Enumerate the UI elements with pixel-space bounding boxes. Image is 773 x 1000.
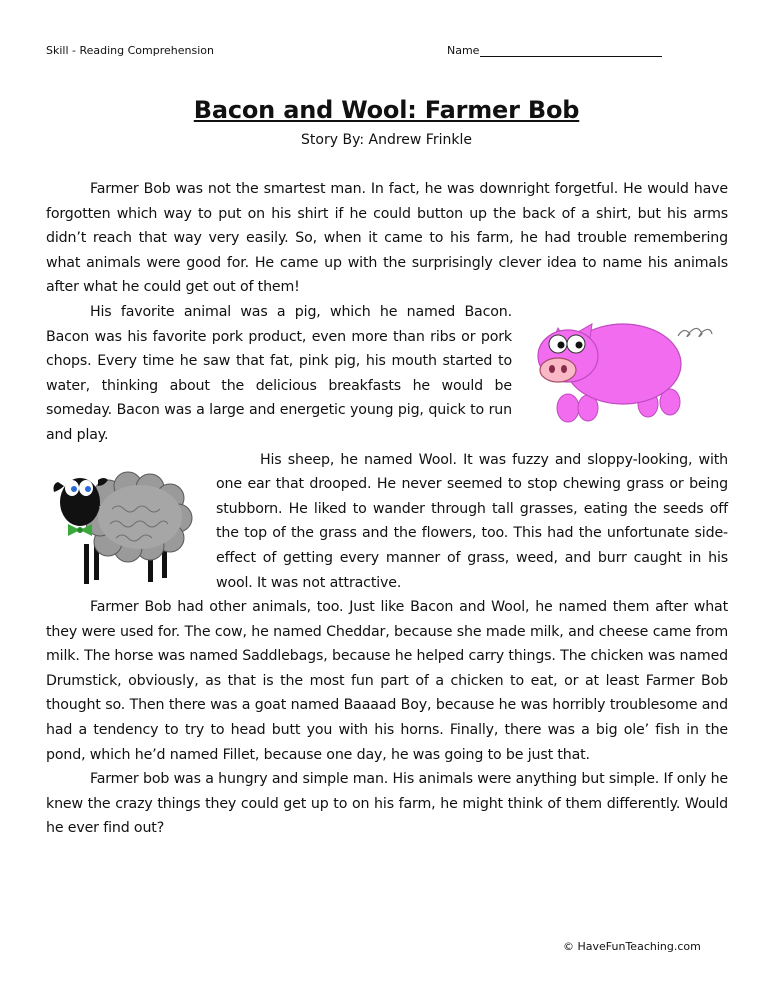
paragraph-5: Farmer bob was a hungry and simple man. His animals were anything but simple. If only he knew the crazy things they could get up to on his farm, he might think of them differently. Would he ever find out? <box>46 771 728 837</box>
paragraph-2: His favorite animal was a pig, which he named Bacon. Bacon was his favorite pork product, even more than ribs or pork chops. Every time he saw that fat, pink pig, his mouth started to water, thinking about the delicious breakfasts he would be someday. Bacon was a large and energetic young pig, quick to run and play. <box>46 303 512 443</box>
paragraph-4: Farmer Bob had other animals, too. Just like Bacon and Wool, he named them after what they were used for. The cow, he named Cheddar, because she made milk, and cheese came from milk. The horse was named Saddlebags, because he helped carry things. The chicken was named Drumstick, obviously, as that is the most fun part of a chicken to eat, or at least Farmer Bob thought so. Then there was a goat named Baaaad Boy, because he was horribly troublesome and had a tendency to try to head butt you with his horns. Finally, there was a big ole’ fish in the pond, which he’d named Fillet, because one day, he was going to be just that. <box>46 599 728 763</box>
story-byline: Story By: Andrew Frinkle <box>301 132 472 148</box>
name-blank-line[interactable] <box>480 45 662 57</box>
paragraph-3: His sheep, he named Wool. It was fuzzy and sloppy-looking, with one ear that drooped. He never seemed to stop chewing grass or being stubborn. He liked to wander through tall grasses, eating the seeds off the top of the grass and the flowers, too. This had the unfortunate side-effect of getting every manner of grass, weed, and burr caught in his wool. It was not attractive. <box>216 451 728 591</box>
paragraph-1: Farmer Bob was not the smartest man. In fact, he was downright forgetful. He would have forgotten which way to put on his shirt if he could button up the back of a shirt, but his arms didn’t reach that way very easily. So, when it came to his farm, he had trouble remembering what animals were good for. He came up with the surprisingly clever idea to name his animals after what he could get out of them! <box>46 181 728 296</box>
name-field[interactable] <box>447 44 662 57</box>
story-body <box>46 177 728 841</box>
story-title: Bacon and Wool: Farmer Bob <box>193 96 580 124</box>
name-label: Name <box>447 44 480 57</box>
pig-illustration <box>528 306 728 426</box>
sheep-icon <box>50 454 200 589</box>
copyright-footer: © HaveFunTeaching.com <box>563 940 701 953</box>
sheep-illustration <box>50 454 200 589</box>
skill-label: Skill - Reading Comprehension <box>46 44 214 57</box>
worksheet-header <box>46 44 727 62</box>
pig-icon <box>528 306 728 426</box>
